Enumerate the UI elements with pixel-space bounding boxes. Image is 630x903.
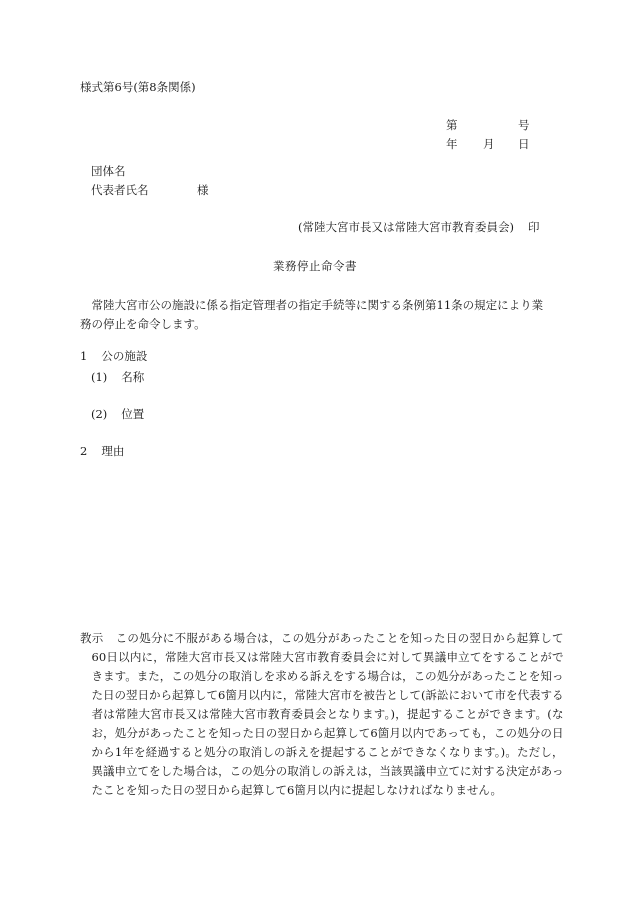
issue-date-line bbox=[446, 137, 530, 151]
instruction-paragraph bbox=[80, 629, 564, 800]
issue-number-prefix: 第 bbox=[446, 118, 458, 132]
issuer-name: (常陸大宮市長又は常陸大宮市教育委員会) bbox=[298, 220, 514, 234]
section-1-1-heading bbox=[91, 372, 144, 384]
date-month: 月 bbox=[483, 137, 495, 151]
date-day: 日 bbox=[518, 137, 530, 151]
form-number: 様式第6号(第8条関係) bbox=[80, 80, 196, 94]
issuer-line bbox=[298, 222, 539, 234]
recipient-rep-label: 代表者氏名 bbox=[91, 183, 149, 197]
instruction-lead: 教示 bbox=[80, 631, 104, 645]
issue-number-suffix: 号 bbox=[518, 118, 530, 132]
issuer-seal: 印 bbox=[527, 220, 540, 234]
recipient-org-label: 団体名 bbox=[91, 164, 126, 178]
instruction-text: この処分に不服がある場合は，この処分があったことを知った日の翌日から起算して60日以内に，常陸大宮市長又は常陸大宮市教育委員会に対して異議申立てをすることができます。また，この処分の取消しを求める訴えをする場合は，この処分があったことを知った日の翌日から起算して6箇月以内に，常陸大宮市を被告として(訴訟において市を代表する者は常陸大宮市長又は常陸大宮市教育委員会となります。)，提起することができます。(なお，処分があったことを知った日の翌日から起算して6箇月以内であっても，この処分の日から1年を経過すると処分の取消しの訴えを提起することができなくなります。)。ただし，異議申立てをした場合は，この処分の取消しの訴えは，当該異議申立てに対する決定があったことを知った日の翌日から起算して6箇月以内に提起しなければなりません。 bbox=[91, 631, 564, 797]
section-1-1-number: (1) bbox=[91, 370, 108, 384]
section-2-heading bbox=[80, 446, 124, 458]
section-1-number: 1 bbox=[80, 349, 88, 363]
section-1-label: 公の施設 bbox=[101, 349, 148, 363]
section-2-label: 理由 bbox=[101, 444, 125, 458]
issue-number-line bbox=[446, 118, 530, 132]
document-title: 業務停止命令書 bbox=[273, 259, 357, 273]
body-paragraph: 常陸大宮市公の施設に係る指定管理者の指定手続等に関する条例第11条の規定により業務の停止を命令します。 bbox=[80, 298, 544, 331]
section-1-2-number: (2) bbox=[91, 407, 108, 421]
section-1-2-label: 位置 bbox=[121, 407, 145, 421]
recipient-honorific: 様 bbox=[197, 183, 209, 197]
section-1-1-label: 名称 bbox=[121, 370, 145, 384]
section-2-number: 2 bbox=[80, 444, 88, 458]
recipient-rep-line bbox=[91, 183, 209, 197]
section-1-heading bbox=[80, 351, 147, 363]
date-year: 年 bbox=[446, 137, 458, 151]
section-1-2-heading bbox=[91, 409, 144, 421]
